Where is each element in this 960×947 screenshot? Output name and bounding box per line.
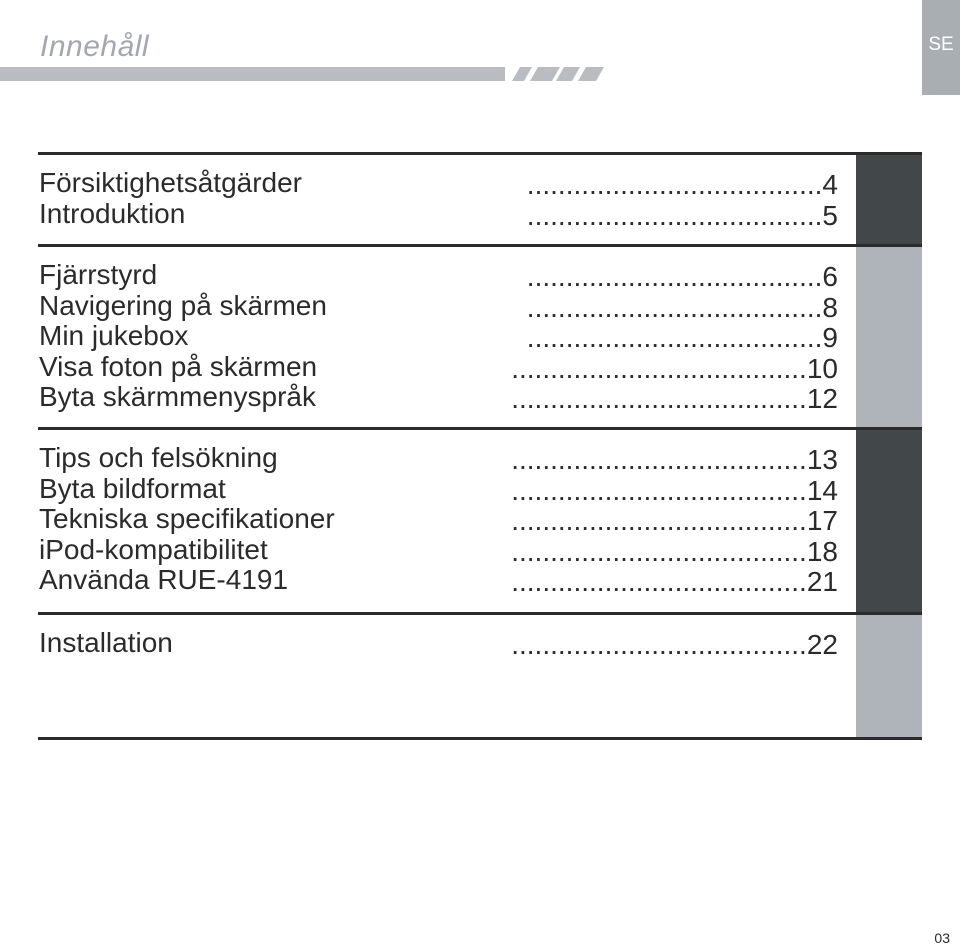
toc-entry-page: ......................................21 [511,567,838,597]
title-bar-stripe-4 [578,67,604,81]
toc-entry[interactable] [38,382,922,413]
toc-entry-label: Byta skärmmenyspråk [39,381,316,412]
title-underline-bar [0,67,605,81]
toc-entry-page: ......................................4 [526,170,838,200]
toc-entry[interactable] [38,321,922,352]
toc-entry[interactable] [38,565,922,596]
toc-entry-page: ......................................18 [511,536,838,567]
toc-entry[interactable] [38,443,922,474]
toc-section-3 [38,427,922,612]
toc-entry-page: ......................................8 [526,292,838,323]
toc-entry-label: Visa foton på skärmen [39,350,318,382]
toc-entry[interactable] [38,260,922,291]
toc-entry[interactable] [38,474,922,505]
toc-entry-page: ......................................6 [526,262,838,292]
toc-section-4 [38,612,922,737]
toc-entry-label: Navigering på skärmen [39,289,327,321]
toc-entry-label: Tips och felsökning [39,442,278,473]
toc-entry-page: ......................................9 [526,323,838,353]
toc-entry[interactable] [38,352,922,383]
page-number: 03 [934,930,950,946]
toc-entry-page: ......................................10 [511,353,838,384]
toc-entry-label: Använda RUE-4191 [39,564,289,595]
toc-entry[interactable] [38,535,922,566]
toc-entry[interactable] [38,291,922,322]
toc-entry-label: Byta bildformat [39,472,226,504]
toc-entry-label: Min jukebox [39,320,189,351]
title-bar-stripe-1 [512,67,532,81]
toc-entry-page: ......................................13 [511,445,838,475]
toc-entry-label: Fjärrstyrd [39,259,158,290]
toc-entry-label: iPod-kompatibilitet [39,533,268,565]
toc-entry[interactable] [38,199,922,230]
toc-entry-page: ......................................17 [511,506,838,536]
title-bar-stripe-3 [556,67,580,81]
toc-entry-page: ......................................14 [511,475,838,506]
toc-entry[interactable] [38,628,922,659]
toc-entry-label: Tekniska specifikationer [39,503,335,534]
toc-entry-label: Introduktion [39,197,186,229]
bottom-rule [38,737,922,740]
toc-entry[interactable] [38,168,922,199]
toc-entry-page: ......................................22 [511,630,838,660]
table-of-contents [38,152,922,740]
page-title: Innehåll [40,30,150,63]
toc-entry-label: Försiktighetsåtgärder [39,167,303,198]
toc-entry[interactable] [38,504,922,535]
title-bar-stripe-2 [530,67,560,81]
toc-section-2 [38,244,922,427]
toc-section-1 [38,152,922,244]
language-tab: SE [922,0,960,95]
title-bar-solid [0,67,505,81]
toc-entry-page: ......................................5 [526,200,838,231]
toc-entry-page: ......................................12 [511,384,838,414]
toc-entry-label: Installation [39,627,173,658]
